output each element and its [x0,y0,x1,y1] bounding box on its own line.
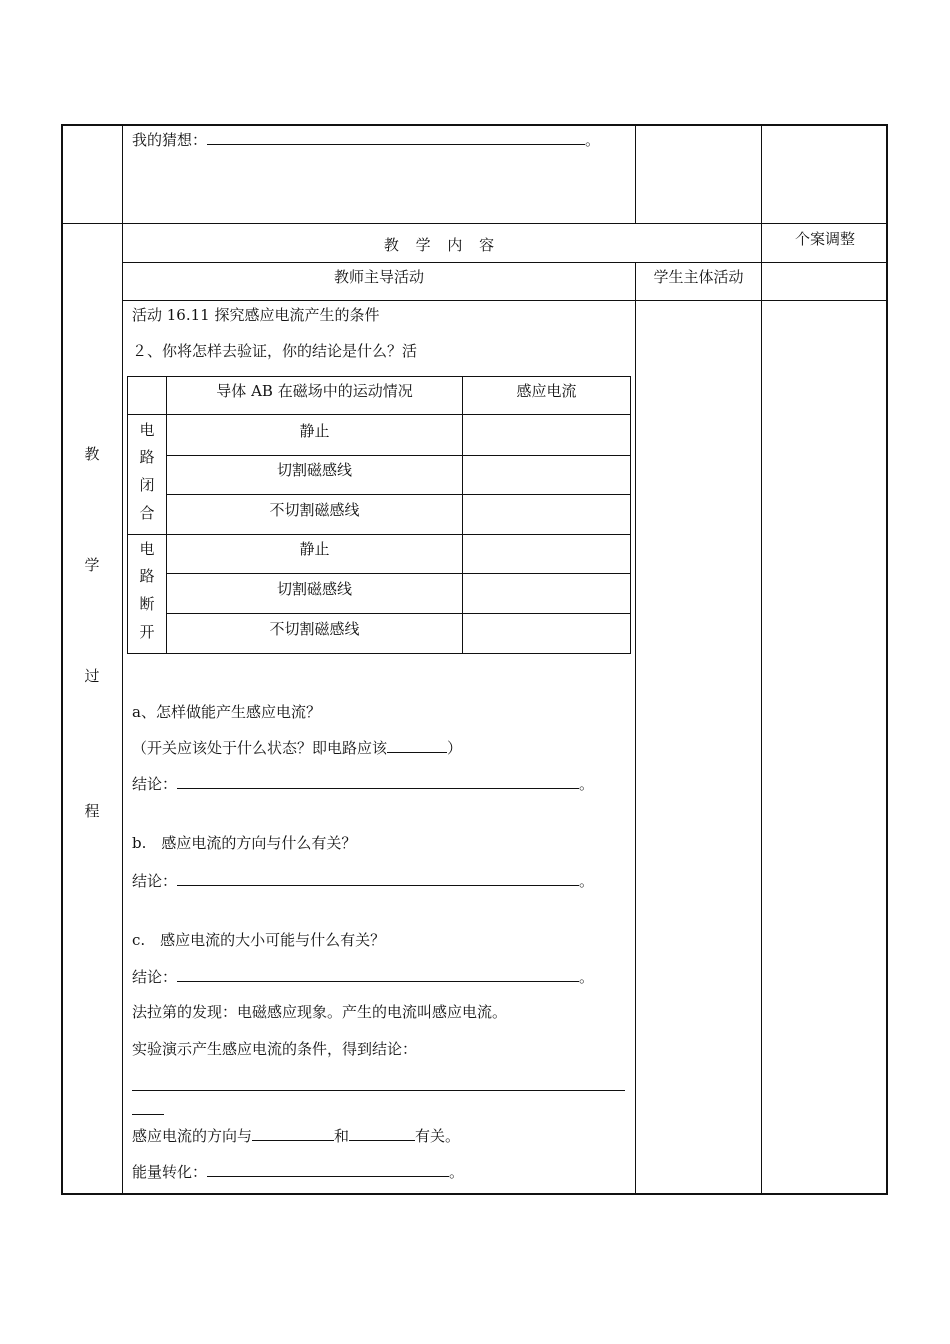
col-motion-header: 导体 AB 在磁场中的运动情况 [216,382,413,400]
group-open-char: 路 [139,567,155,585]
current-answer-cell[interactable] [463,574,630,613]
conclusion-label: 结论： [132,968,178,986]
energy-blank[interactable] [207,1162,449,1177]
energy-end: 。 [449,1163,465,1181]
question-a-hint [132,738,462,757]
direction-statement [132,1126,460,1145]
energy-label: 能量转化： [132,1163,208,1181]
table-row-divider [122,300,888,301]
col-current-header: 感应电流 [516,382,577,400]
teacher-activity-heading: 教师主导活动 [333,268,424,286]
conclusion-a-blank[interactable] [177,774,579,789]
motion-cell: 静止 [299,422,330,440]
end-mark: 。 [579,775,595,793]
inner-border-top [127,376,631,377]
table-row-divider [122,262,888,263]
table-col-divider [635,262,636,1194]
hint-text: （开关应该处于什么状态？即电路应该 [132,739,388,757]
table-row-divider [61,223,888,224]
teaching-content-heading: 教 学 内 容 [383,236,501,254]
table-col-divider [635,124,636,224]
demo-conclusion-blank[interactable] [132,1090,625,1091]
question-c: c. 感应电流的大小可能与什么有关？ [132,931,386,949]
question-b: b. 感应电流的方向与什么有关？ [132,834,357,852]
direction-blank-2[interactable] [349,1126,415,1141]
guess-end: 。 [585,131,601,149]
current-answer-cell[interactable] [463,415,630,455]
guess-label: 我的猜想： [132,131,208,149]
motion-cell: 不切割磁感线 [269,620,360,638]
table-border-right [886,124,888,1195]
circuit-state-blank[interactable] [387,738,447,753]
group-closed-char: 合 [139,504,155,522]
conclusion-label: 结论： [132,872,178,890]
motion-cell: 切割磁感线 [276,461,352,479]
direction-blank-1[interactable] [252,1126,334,1141]
case-adjust-heading: 个案调整 [794,230,855,248]
direction-end: 有关。 [415,1127,461,1145]
activity-title: 活动 16.11 探究感应电流产生的条件 [132,306,380,324]
direction-and: 和 [334,1127,350,1145]
group-open-char: 开 [139,623,155,641]
group-open-char: 断 [139,595,155,613]
conclusion-c-blank[interactable] [177,967,579,982]
group-closed-char: 闭 [139,476,155,494]
inner-border-right [630,376,631,654]
current-answer-cell[interactable] [463,535,630,573]
faraday-statement: 法拉第的发现：电磁感应现象。产生的电流叫感应电流。 [132,1003,508,1021]
motion-cell: 不切割磁感线 [269,501,360,519]
side-label-char: 学 [84,556,100,574]
side-label-char: 过 [84,667,100,685]
table-border-bottom [61,1193,888,1195]
current-answer-cell[interactable] [463,614,630,653]
end-mark: 。 [579,968,595,986]
side-label-char: 程 [84,802,100,820]
conclusion-b [132,871,594,890]
table-border-left [61,124,63,1195]
demo-conclusion-blank-tail[interactable] [132,1114,164,1115]
guess-line [132,130,600,149]
conclusion-c [132,967,594,986]
inner-border-bottom [127,653,631,654]
motion-cell: 静止 [299,540,330,558]
end-mark: 。 [579,872,595,890]
conclusion-label: 结论： [132,775,178,793]
question-a: a、怎样做能产生感应电流？ [132,703,321,721]
direction-start: 感应电流的方向与 [132,1127,253,1145]
motion-cell: 切割磁感线 [276,580,352,598]
hint-end: ） [447,739,463,757]
table-col-divider [761,124,762,1195]
conclusion-b-blank[interactable] [177,871,579,886]
conclusion-a [132,774,594,793]
group-open-char: 电 [139,540,155,558]
activity-question: ２、你将怎样去验证，你的结论是什么？活 [132,342,418,360]
inner-border-left [127,376,128,654]
energy-statement [132,1162,464,1181]
demo-statement: 实验演示产生感应电流的条件，得到结论： [132,1040,418,1058]
current-answer-cell[interactable] [463,456,630,494]
student-activity-heading: 学生主体活动 [653,268,744,286]
current-answer-cell[interactable] [463,495,630,534]
table-border-top [61,124,888,126]
group-closed-char: 电 [139,421,155,439]
guess-blank[interactable] [207,130,585,145]
group-closed-char: 路 [139,448,155,466]
side-label-char: 教 [84,445,100,463]
